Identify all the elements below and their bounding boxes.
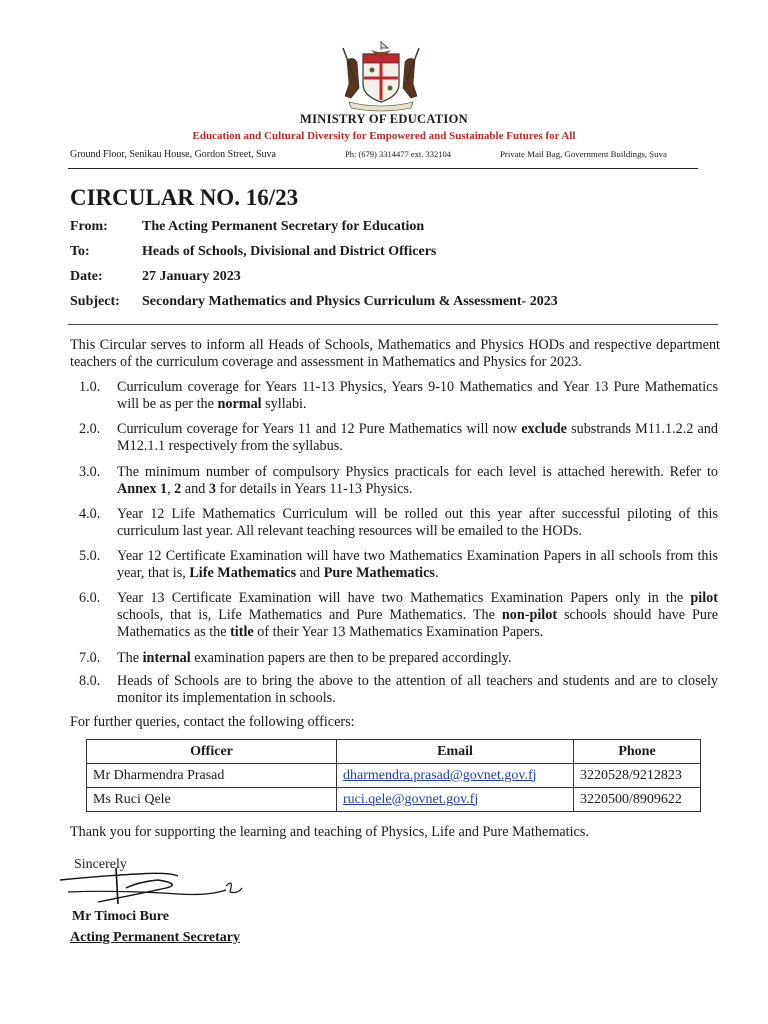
ministry-motto: Education and Cultural Diversity for Empowered and Sustainable Futures for All	[192, 130, 576, 142]
email-link[interactable]: ruci.qele@govnet.gov.fj	[343, 791, 479, 807]
coat-of-arms-icon	[333, 40, 429, 112]
item-text: The minimum number of compulsory Physics practicals for each level is attached herewith. Refer to Annex 1, 2 and 3 for details in Years 11-13 Physics.	[117, 464, 718, 497]
item-number: 7.0.	[79, 650, 101, 666]
officer-phone: 3220500/8909622	[574, 788, 701, 812]
item-number: 8.0.	[79, 673, 101, 689]
date-label: Date:	[70, 269, 103, 284]
circular-title: CIRCULAR NO. 16/23	[70, 185, 299, 210]
column-header-email: Email	[337, 740, 574, 764]
from-label: From:	[70, 219, 108, 234]
header-divider	[68, 324, 718, 325]
item-text: Curriculum coverage for Years 11-13 Physics, Years 9-10 Mathematics and Year 13 Pure Mathematics will be as per the normal syllabi.	[117, 379, 718, 412]
email-link[interactable]: dharmendra.prasad@govnet.gov.fj	[343, 767, 537, 783]
item-number: 1.0.	[79, 379, 101, 395]
queries-intro: For further queries, contact the following officers:	[70, 714, 355, 730]
item-text: Heads of Schools are to bring the above to the attention of all teachers and students and are to closely monitor its implementation in schools.	[117, 673, 718, 706]
officer-email	[337, 764, 574, 788]
item-number: 4.0.	[79, 506, 101, 522]
signature-icon	[58, 858, 248, 910]
item-number: 6.0.	[79, 590, 101, 606]
date-value: 27 January 2023	[142, 269, 241, 284]
from-value: The Acting Permanent Secretary for Education	[142, 219, 425, 234]
item-number: 2.0.	[79, 421, 101, 437]
officer-phone: 3220528/9212823	[574, 764, 701, 788]
column-header-phone: Phone	[574, 740, 701, 764]
ministry-phone: Ph: (679) 3314477 ext. 332104	[345, 149, 452, 159]
item-text: The internal examination papers are then to be prepared accordingly.	[117, 650, 512, 666]
item-text: Year 12 Life Mathematics Curriculum will be rolled out this year after successful piloting of this curriculum last year. All relevant teaching resources will be emailed to the HODs.	[117, 506, 718, 539]
table-row	[87, 764, 701, 788]
to-value: Heads of Schools, Divisional and District Officers	[142, 244, 437, 259]
officers-table	[86, 739, 701, 812]
ministry-address: Ground Floor, Senikau House, Gordon Street, Suva	[70, 149, 276, 160]
item-text: Year 13 Certificate Examination will have two Mathematics Examination Papers only in the pilot schools, that is, Life Mathematics and Pure Mathematics. The non-pilot schools should have Pure Mathematics as the title of their Year 13 Mathematics Examination Papers.	[117, 590, 718, 640]
thanks-paragraph: Thank you for supporting the learning and teaching of Physics, Life and Pure Mathematics.	[70, 824, 589, 840]
signatory-title: Acting Permanent Secretary	[70, 930, 241, 945]
ministry-mail-bag: Private Mail Bag, Government Buildings, Suva	[500, 149, 667, 159]
column-header-officer: Officer	[87, 740, 337, 764]
signatory-name: Mr Timoci Bure	[72, 909, 169, 924]
officer-name: Mr Dharmendra Prasad	[87, 764, 337, 788]
item-text: Year 12 Certificate Examination will have two Mathematics Examination Papers in all schools from this year, that is, Life Mathematics and Pure Mathematics.	[117, 548, 718, 581]
officer-name: Ms Ruci Qele	[87, 788, 337, 812]
item-number: 5.0.	[79, 548, 101, 564]
table-row	[87, 788, 701, 812]
sincerely-text: Sincerely	[74, 857, 127, 872]
table-header-row	[87, 740, 701, 764]
item-number: 3.0.	[79, 464, 101, 480]
officer-email	[337, 788, 574, 812]
letterhead-divider	[68, 168, 698, 169]
intro-paragraph: This Circular serves to inform all Heads of Schools, Mathematics and Physics HODs and respective department teachers of the curriculum coverage and assessment in Mathematics and Physics for 2023.	[70, 337, 720, 370]
item-text: Curriculum coverage for Years 11 and 12 Pure Mathematics will now exclude substrands M11.1.2.2 and M12.1.1 respectively from the syllabus.	[117, 421, 718, 454]
ministry-name: MINISTRY OF EDUCATION	[300, 112, 468, 126]
subject-value: Secondary Mathematics and Physics Curriculum & Assessment- 2023	[142, 294, 558, 309]
to-label: To:	[70, 244, 90, 259]
subject-label: Subject:	[70, 294, 120, 309]
